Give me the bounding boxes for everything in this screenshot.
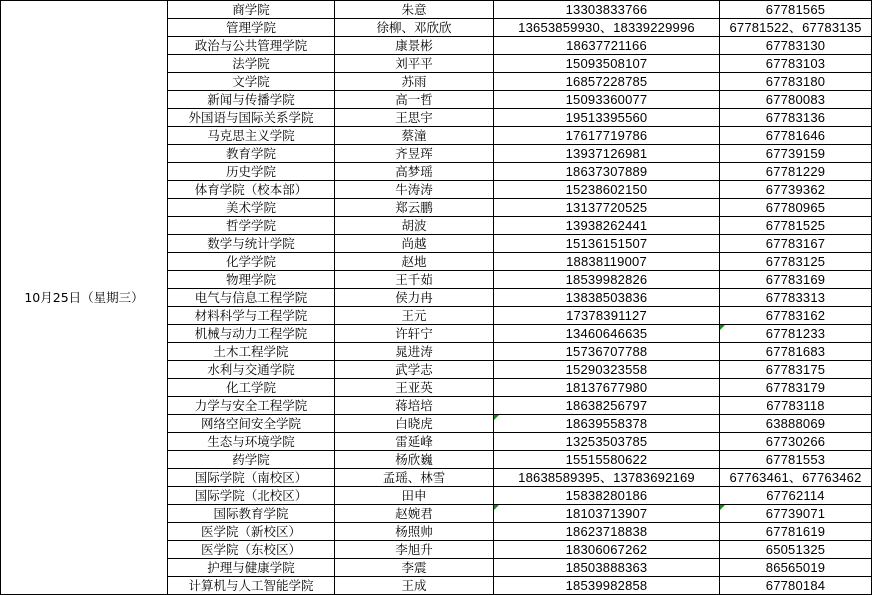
office-phone-cell[interactable]: 67780083 bbox=[720, 91, 872, 109]
college-cell[interactable]: 土木工程学院 bbox=[168, 343, 335, 361]
office-phone-cell[interactable]: 67781233 bbox=[720, 325, 872, 343]
college-cell[interactable]: 文学院 bbox=[168, 73, 335, 91]
college-cell[interactable]: 医学院（新校区） bbox=[168, 523, 335, 541]
office-phone-cell[interactable]: 67783130 bbox=[720, 37, 872, 55]
office-phone-cell[interactable]: 67783313 bbox=[720, 289, 872, 307]
mobile-cell[interactable]: 15736707788 bbox=[494, 343, 720, 361]
mobile-cell[interactable]: 15093360077 bbox=[494, 91, 720, 109]
college-cell[interactable]: 国际学院（北校区） bbox=[168, 487, 335, 505]
college-cell[interactable]: 生态与环境学院 bbox=[168, 433, 335, 451]
office-phone-cell[interactable]: 67783169 bbox=[720, 271, 872, 289]
office-phone-cell[interactable]: 67781565 bbox=[720, 1, 872, 19]
mobile-cell[interactable]: 18638589395、13783692169 bbox=[494, 469, 720, 487]
college-cell[interactable]: 法学院 bbox=[168, 55, 335, 73]
college-cell[interactable]: 网络空间安全学院 bbox=[168, 415, 335, 433]
college-cell[interactable]: 外国语与国际关系学院 bbox=[168, 109, 335, 127]
contact-cell[interactable]: 齐昱珲 bbox=[335, 145, 494, 163]
contact-cell[interactable]: 刘平平 bbox=[335, 55, 494, 73]
college-cell[interactable]: 化工学院 bbox=[168, 379, 335, 397]
college-cell[interactable]: 历史学院 bbox=[168, 163, 335, 181]
mobile-cell[interactable]: 18638256797 bbox=[494, 397, 720, 415]
mobile-cell[interactable]: 18639558378 bbox=[494, 415, 720, 433]
college-cell[interactable]: 哲学学院 bbox=[168, 217, 335, 235]
contact-cell[interactable]: 武学志 bbox=[335, 361, 494, 379]
mobile-cell[interactable]: 15515580622 bbox=[494, 451, 720, 469]
contact-cell[interactable]: 康景彬 bbox=[335, 37, 494, 55]
mobile-cell[interactable]: 19513395560 bbox=[494, 109, 720, 127]
office-phone-cell[interactable]: 67763461、67763462 bbox=[720, 469, 872, 487]
contact-cell[interactable]: 杨照帅 bbox=[335, 523, 494, 541]
college-cell[interactable]: 马克思主义学院 bbox=[168, 127, 335, 145]
college-cell[interactable]: 国际学院（南校区） bbox=[168, 469, 335, 487]
office-phone-cell[interactable]: 67783118 bbox=[720, 397, 872, 415]
college-cell[interactable]: 管理学院 bbox=[168, 19, 335, 37]
contact-cell[interactable]: 王千茹 bbox=[335, 271, 494, 289]
mobile-cell[interactable]: 18306067262 bbox=[494, 541, 720, 559]
office-phone-cell[interactable]: 63888069 bbox=[720, 415, 872, 433]
mobile-cell[interactable]: 16857228785 bbox=[494, 73, 720, 91]
mobile-cell[interactable]: 18539982826 bbox=[494, 271, 720, 289]
contact-cell[interactable]: 王成 bbox=[335, 577, 494, 595]
mobile-cell[interactable]: 17378391127 bbox=[494, 307, 720, 325]
contact-cell[interactable]: 徐柳、邓欣欣 bbox=[335, 19, 494, 37]
office-phone-cell[interactable]: 67783167 bbox=[720, 235, 872, 253]
mobile-cell[interactable]: 13938262441 bbox=[494, 217, 720, 235]
college-cell[interactable]: 体育学院（校本部） bbox=[168, 181, 335, 199]
contact-cell[interactable]: 赵地 bbox=[335, 253, 494, 271]
contact-cell[interactable]: 白晓虎 bbox=[335, 415, 494, 433]
college-cell[interactable]: 数学与统计学院 bbox=[168, 235, 335, 253]
college-cell[interactable]: 水利与交通学院 bbox=[168, 361, 335, 379]
college-cell[interactable]: 药学院 bbox=[168, 451, 335, 469]
mobile-cell[interactable]: 17617719786 bbox=[494, 127, 720, 145]
contact-cell[interactable]: 晁进涛 bbox=[335, 343, 494, 361]
contact-cell[interactable]: 杨欣巍 bbox=[335, 451, 494, 469]
mobile-cell[interactable]: 13838503836 bbox=[494, 289, 720, 307]
contact-cell[interactable]: 王亚英 bbox=[335, 379, 494, 397]
office-phone-cell[interactable]: 67781522、67783135 bbox=[720, 19, 872, 37]
college-cell[interactable]: 新闻与传播学院 bbox=[168, 91, 335, 109]
office-phone-cell[interactable]: 67781646 bbox=[720, 127, 872, 145]
contact-cell[interactable]: 尚越 bbox=[335, 235, 494, 253]
contact-cell[interactable]: 孟瑶、林雪 bbox=[335, 469, 494, 487]
mobile-cell[interactable]: 13253503785 bbox=[494, 433, 720, 451]
contact-cell[interactable]: 朱意 bbox=[335, 1, 494, 19]
office-phone-cell[interactable]: 67781619 bbox=[720, 523, 872, 541]
mobile-cell[interactable]: 13303833766 bbox=[494, 1, 720, 19]
contact-cell[interactable]: 雷延峰 bbox=[335, 433, 494, 451]
table-row bbox=[1, 1, 872, 19]
office-phone-cell[interactable]: 67783125 bbox=[720, 253, 872, 271]
office-phone-cell[interactable]: 67783136 bbox=[720, 109, 872, 127]
contact-cell[interactable]: 王元 bbox=[335, 307, 494, 325]
college-cell[interactable]: 计算机与人工智能学院 bbox=[168, 577, 335, 595]
office-phone-cell[interactable]: 67739159 bbox=[720, 145, 872, 163]
college-cell[interactable]: 材料科学与工程学院 bbox=[168, 307, 335, 325]
contact-cell[interactable]: 郑云鹏 bbox=[335, 199, 494, 217]
mobile-cell[interactable]: 13653859930、18339229996 bbox=[494, 19, 720, 37]
office-phone-cell[interactable]: 67781525 bbox=[720, 217, 872, 235]
office-phone-cell[interactable]: 86565019 bbox=[720, 559, 872, 577]
office-phone-cell[interactable]: 67739362 bbox=[720, 181, 872, 199]
college-cell[interactable]: 国际教育学院 bbox=[168, 505, 335, 523]
college-cell[interactable]: 美术学院 bbox=[168, 199, 335, 217]
mobile-cell[interactable]: 15290323558 bbox=[494, 361, 720, 379]
office-phone-cell[interactable]: 65051325 bbox=[720, 541, 872, 559]
college-cell[interactable]: 政治与公共管理学院 bbox=[168, 37, 335, 55]
contact-cell[interactable]: 田申 bbox=[335, 487, 494, 505]
college-cell[interactable]: 力学与安全工程学院 bbox=[168, 397, 335, 415]
office-phone-cell[interactable]: 67783179 bbox=[720, 379, 872, 397]
college-cell[interactable]: 医学院（东校区） bbox=[168, 541, 335, 559]
mobile-cell[interactable]: 13460646635 bbox=[494, 325, 720, 343]
college-cell[interactable]: 教育学院 bbox=[168, 145, 335, 163]
office-phone-cell[interactable]: 67783180 bbox=[720, 73, 872, 91]
college-cell[interactable]: 护理与健康学院 bbox=[168, 559, 335, 577]
contact-cell[interactable]: 高梦瑶 bbox=[335, 163, 494, 181]
office-phone-cell[interactable]: 67739071 bbox=[720, 505, 872, 523]
office-phone-cell[interactable]: 67783175 bbox=[720, 361, 872, 379]
mobile-cell[interactable]: 13137720525 bbox=[494, 199, 720, 217]
mobile-cell[interactable]: 13937126981 bbox=[494, 145, 720, 163]
contact-cell[interactable]: 王思宇 bbox=[335, 109, 494, 127]
mobile-cell[interactable]: 15838280186 bbox=[494, 487, 720, 505]
mobile-cell[interactable]: 15136151507 bbox=[494, 235, 720, 253]
mobile-cell[interactable]: 18838119007 bbox=[494, 253, 720, 271]
office-phone-cell[interactable]: 67781683 bbox=[720, 343, 872, 361]
office-phone-cell[interactable]: 67730266 bbox=[720, 433, 872, 451]
college-cell[interactable]: 电气与信息工程学院 bbox=[168, 289, 335, 307]
office-phone-cell[interactable]: 67783103 bbox=[720, 55, 872, 73]
mobile-cell[interactable]: 15093508107 bbox=[494, 55, 720, 73]
contact-cell[interactable]: 李旭升 bbox=[335, 541, 494, 559]
contact-cell[interactable]: 高一哲 bbox=[335, 91, 494, 109]
mobile-cell[interactable]: 18539982858 bbox=[494, 577, 720, 595]
contact-cell[interactable]: 蔡潼 bbox=[335, 127, 494, 145]
contact-cell[interactable]: 牛涛涛 bbox=[335, 181, 494, 199]
mobile-cell[interactable]: 18623718838 bbox=[494, 523, 720, 541]
mobile-cell[interactable]: 18103713907 bbox=[494, 505, 720, 523]
contact-cell[interactable]: 侯力冉 bbox=[335, 289, 494, 307]
college-cell[interactable]: 物理学院 bbox=[168, 271, 335, 289]
contact-cell[interactable]: 胡波 bbox=[335, 217, 494, 235]
mobile-cell[interactable]: 15238602150 bbox=[494, 181, 720, 199]
table-body bbox=[1, 1, 872, 595]
contact-cell[interactable]: 蒋培培 bbox=[335, 397, 494, 415]
mobile-cell[interactable]: 18503888363 bbox=[494, 559, 720, 577]
office-phone-cell[interactable]: 67780184 bbox=[720, 577, 872, 595]
college-cell[interactable]: 商学院 bbox=[168, 1, 335, 19]
mobile-cell[interactable]: 18637721166 bbox=[494, 37, 720, 55]
mobile-cell[interactable]: 18137677980 bbox=[494, 379, 720, 397]
mobile-cell[interactable]: 18637307889 bbox=[494, 163, 720, 181]
college-cell[interactable]: 化学学院 bbox=[168, 253, 335, 271]
office-phone-cell[interactable]: 67780965 bbox=[720, 199, 872, 217]
office-phone-cell[interactable]: 67762114 bbox=[720, 487, 872, 505]
office-phone-cell[interactable]: 67781229 bbox=[720, 163, 872, 181]
contact-cell[interactable]: 赵婉君 bbox=[335, 505, 494, 523]
office-phone-cell[interactable]: 67783162 bbox=[720, 307, 872, 325]
contact-cell[interactable]: 李震 bbox=[335, 559, 494, 577]
contact-cell[interactable]: 许轩宁 bbox=[335, 325, 494, 343]
contact-cell[interactable]: 苏雨 bbox=[335, 73, 494, 91]
date-cell[interactable]: 10月25日（星期三） bbox=[1, 1, 168, 595]
office-phone-cell[interactable]: 67781553 bbox=[720, 451, 872, 469]
college-cell[interactable]: 机械与动力工程学院 bbox=[168, 325, 335, 343]
